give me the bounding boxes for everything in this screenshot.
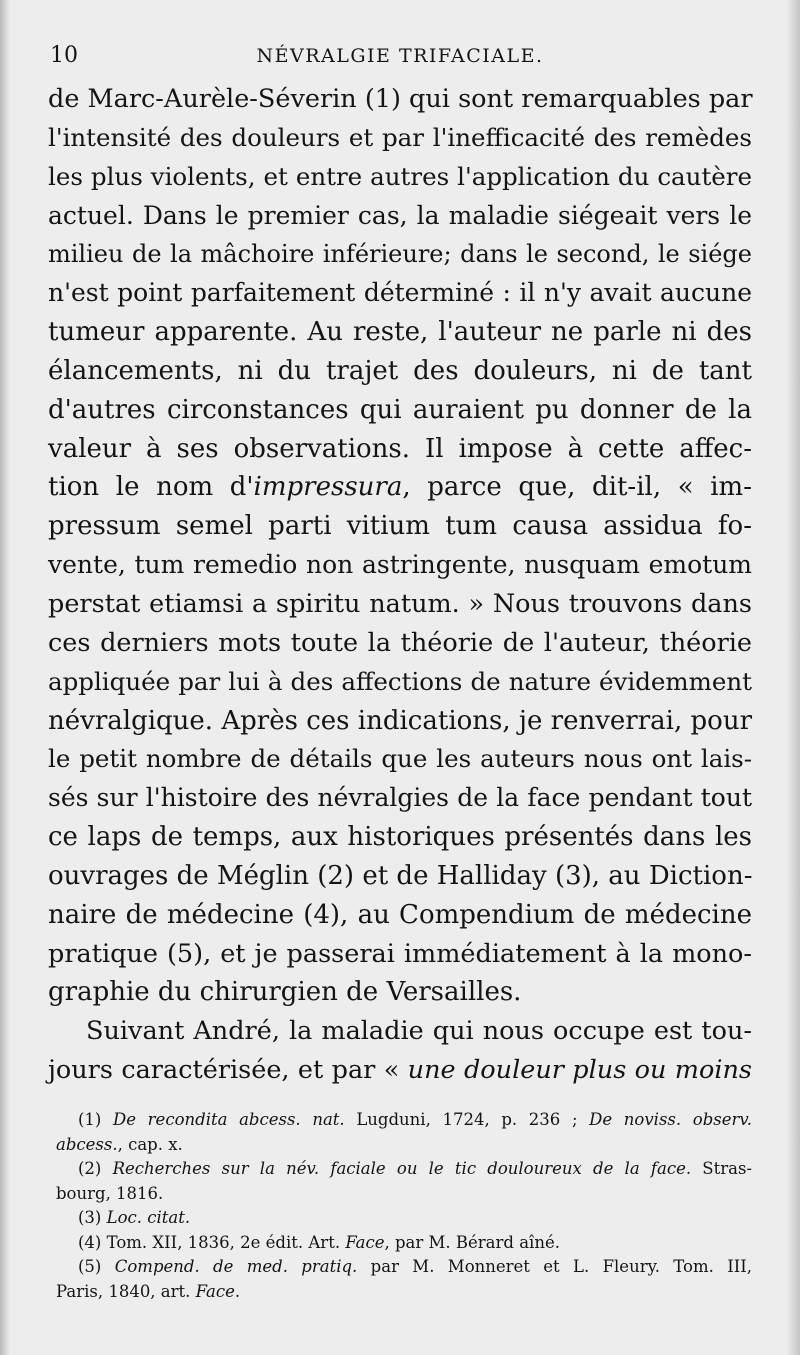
text-line: névralgique. Après ces indications, je renverrai, pour [48,705,752,736]
text-line: graphie du chirurgien de Versailles. [48,977,522,1008]
text-line: tion le nom d'impressura, parce que, dit-il, « im- [48,472,752,503]
footnote-line: (4) Tom. XII, 1836, 2e édit. Art. Face, par M. Bérard aîné. [78,1232,560,1252]
text-line: ouvrages de Méglin (2) et de Halliday (3), au Diction- [48,860,753,891]
running-head [50,38,750,74]
footnote-line: abcess., cap. x. [56,1134,183,1154]
text-line: pressum semel parti vitium tum causa assidua fo- [48,511,752,542]
running-title: NÉVRALGIE TRIFACIALE. [256,45,544,67]
text-line: les plus violents, et entre autres l'application du cautère [48,161,752,191]
text-line: élancements, ni du trajet des douleurs, ni de tant [48,355,752,386]
text-line: vente, tum remedio non astringente, nusquam emotum [48,550,752,580]
text-line: pratique (5), et je passerai immédiatement à la mono- [48,938,752,969]
text-line: appliquée par lui à des affections de nature évidemment [48,666,752,696]
text-line: naire de médecine (4), au Compendium de médecine [48,899,752,930]
text-line: l'intensité des douleurs et par l'inefficacité des remèdes [48,122,752,152]
body-text [48,80,752,1090]
text-line: actuel. Dans le premier cas, la maladie siégeait vers le [48,200,752,230]
text-line: de Marc-Aurèle-Séverin (1) qui sont remarquables par [48,84,753,114]
footnote-line: Paris, 1840, art. Face. [56,1281,241,1301]
text-line: sés sur l'histoire des névralgies de la face pendant tout [48,783,752,813]
footnote-line: (5) Compend. de med. pratiq. par M. Monneret et L. Fleury. Tom. III, [78,1257,753,1276]
text-line: Suivant André, la maladie qui nous occupe est tou- [86,1016,752,1047]
text-line: milieu de la mâchoire inférieure; dans le second, le siége [48,240,752,269]
text-line: valeur à ses observations. Il impose à cette affec- [48,433,752,464]
page-number: 10 [50,43,78,68]
text-line: ces derniers mots toute la théorie de l'auteur, théorie [48,627,752,658]
text-line: n'est point parfaitement déterminé : il n'y avait aucune [48,278,752,308]
footnote-line: bourg, 1816. [56,1183,164,1203]
text-line: tumeur apparente. Au reste, l'auteur ne parle ni des [48,317,752,348]
footnote-line: (2) Recherches sur la név. faciale ou le tic douloureux de la face. Stras- [78,1159,753,1178]
footnote-line: (1) De recondita abcess. nat. Lugduni, 1724, p. 236 ; De noviss. observ. [78,1110,753,1129]
footnotes [56,1108,752,1304]
footnote-line: (3) Loc. citat. [78,1208,191,1227]
text-line: le petit nombre de détails que les auteurs nous ont lais- [48,744,752,774]
text-line: ce laps de temps, aux historiques présentés dans les [48,822,752,853]
text-line: jours caractérisée, et par « une douleur plus ou moins [48,1055,752,1086]
text-line: perstat etiamsi a spiritu natum. » Nous trouvons dans [48,588,752,619]
text-line: d'autres circonstances qui auraient pu donner de la [48,394,752,425]
